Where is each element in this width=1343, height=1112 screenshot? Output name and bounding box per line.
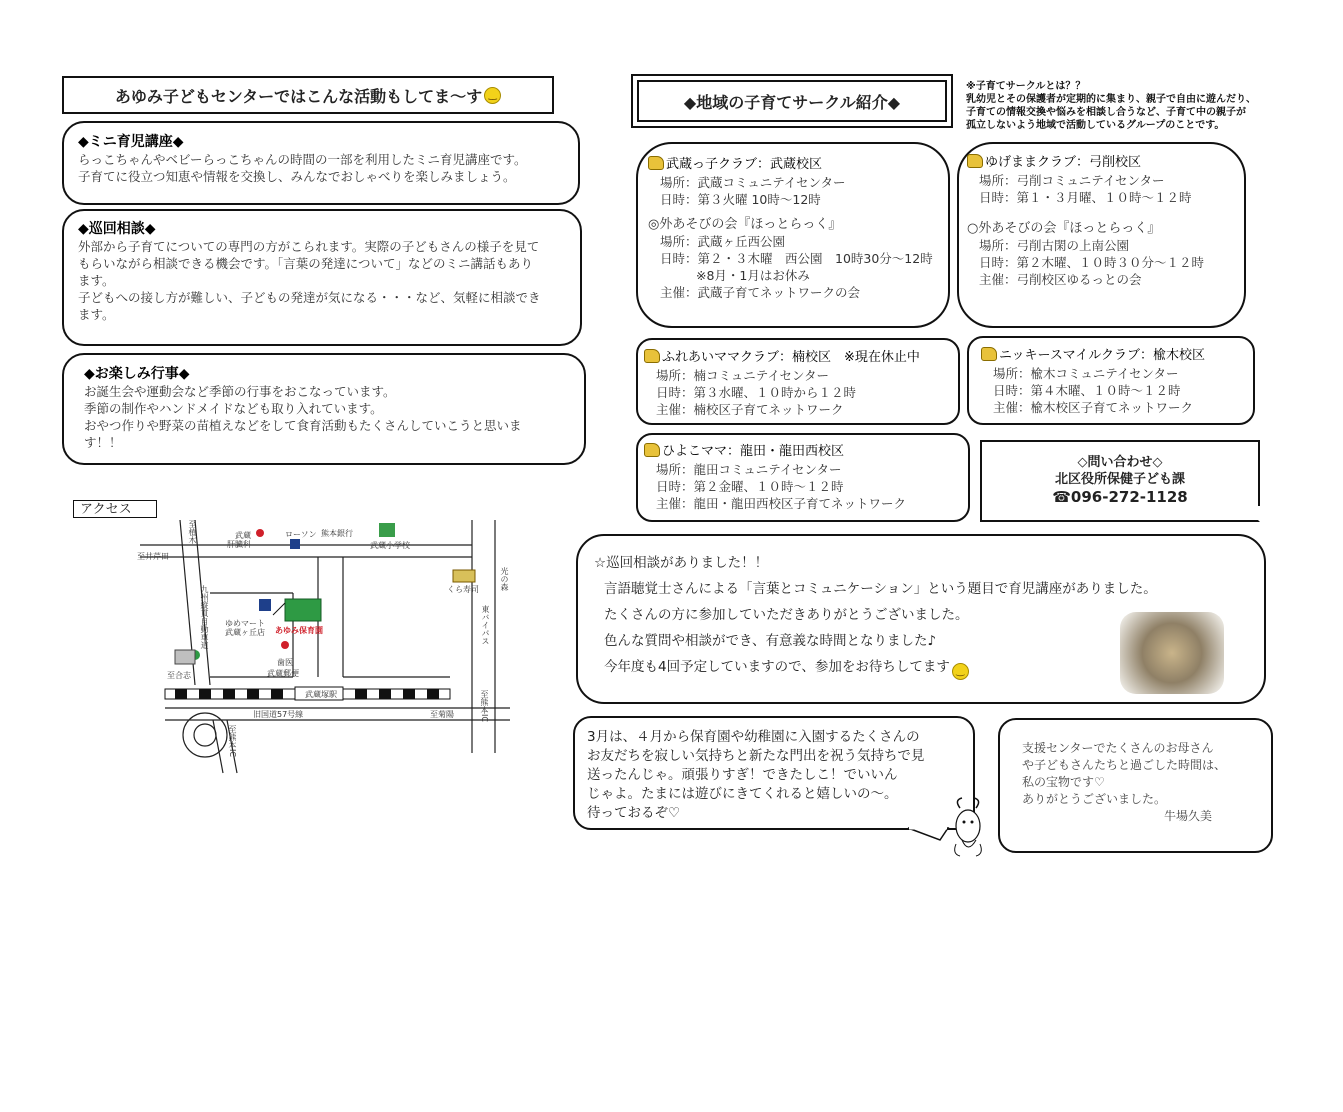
fureai-line: 日時：第３水曜、１０時から１２時 bbox=[656, 385, 857, 400]
hand-icon bbox=[644, 443, 660, 457]
fun-events-box bbox=[62, 353, 586, 465]
map-label: 九州縦貫自動車道 bbox=[200, 585, 209, 649]
contact-page-curl bbox=[1244, 506, 1260, 522]
map-label: 旧国道57号線 bbox=[253, 710, 304, 719]
yuge-sub-line: 場所：弓削古閑の上南公園 bbox=[979, 238, 1130, 253]
hiyoko-title: ひよこママ：龍田・龍田西校区 bbox=[662, 444, 845, 459]
yuge-line: 場所：弓削コミュニテイセンター bbox=[979, 173, 1165, 188]
map-label: 武蔵ヶ丘店 bbox=[225, 628, 265, 637]
map-label: 至菊陽 bbox=[430, 710, 454, 719]
map-label: くら寿司 bbox=[447, 585, 479, 594]
nikki-line: 日時：第４木曜、１０時～１２時 bbox=[993, 383, 1181, 398]
map-label: 武蔵 bbox=[235, 531, 251, 540]
goat-line: お友だちを寂しい気持ちと新たな門出を祝う気持ちで見 bbox=[587, 748, 925, 764]
fureai-line: 主催：楠校区子育てネットワーク bbox=[656, 402, 844, 417]
musashi-sub-line: 主催：武蔵子育てネットワークの会 bbox=[660, 285, 861, 300]
junkai-line: もらいながら相談できる機会です。「言葉の発達について」などのミニ講話もあり bbox=[78, 256, 534, 271]
junkai-line: ます。 bbox=[78, 307, 115, 322]
fureai-circle-box bbox=[636, 338, 960, 425]
nikki-title: ニッキースマイルクラブ：楡木校区 bbox=[999, 348, 1206, 363]
yuge-line: 日時：第１・３月曜、１０時～１２時 bbox=[979, 190, 1192, 205]
smile-icon: ‿ bbox=[484, 87, 501, 104]
hiyoko-line: 日時：第２金曜、１０時～１２時 bbox=[656, 479, 844, 494]
goat-line: 送ったんじゃ。頑張りすぎ！できたしこ！でいいん bbox=[587, 767, 898, 783]
musashi-sub-line: 場所：武蔵ヶ丘西公園 bbox=[660, 234, 786, 249]
map-label: ゆめマート bbox=[225, 619, 265, 628]
hiyoko-line: 主催：龍田・龍田西校区子育てネットワーク bbox=[656, 496, 907, 511]
report-line: 今年度も4回予定していますので、参加をお待ちしてます bbox=[604, 659, 950, 675]
hiyoko-line: 場所：龍田コミュニテイセンター bbox=[656, 462, 842, 477]
thanks-line: 私の宝物です♡ bbox=[1022, 775, 1105, 789]
mini-course-line: 子育てに役立つ知恵や情報を交換し、みんなでおしゃべりを楽しみましょう。 bbox=[78, 169, 516, 184]
contact-phone: ☎096-272-1128 bbox=[1052, 488, 1188, 506]
hand-icon bbox=[967, 154, 983, 168]
nikki-line: 場所：楡木コミュニテイセンター bbox=[993, 366, 1179, 381]
junkai-title: ◆巡回相談◆ bbox=[78, 221, 156, 237]
fureai-line: 場所：楠コミュニテイセンター bbox=[656, 368, 830, 383]
yuge-sub-title: ○外あそびの会『ほっとらっく』 bbox=[967, 221, 1161, 236]
thanks-line: 支援センターでたくさんのお母さん bbox=[1022, 741, 1214, 755]
map-label: 光の森 bbox=[500, 567, 509, 591]
map-label: 至熊本IC bbox=[480, 690, 489, 722]
musashi-line: 場所：武蔵コミュニテイセンター bbox=[660, 175, 846, 190]
circle-header bbox=[637, 80, 947, 122]
report-title: ☆巡回相談がありました！！ bbox=[594, 555, 769, 571]
circle-header-text: ◆地域の子育てサークル紹介◆ bbox=[683, 92, 901, 112]
nikki-line: 主催：楡木校区子育てネットワーク bbox=[993, 400, 1194, 415]
smile-icon: ‿ bbox=[952, 663, 969, 680]
musashi-sub-title: ◎外あそびの会『ほっとらっく』 bbox=[648, 217, 842, 232]
photo-image bbox=[1120, 612, 1224, 694]
nikki-circle-box bbox=[967, 336, 1255, 425]
contact-box bbox=[980, 440, 1260, 522]
map-label: 至熊本IC bbox=[228, 725, 237, 757]
thanks-line: ありがとうございました。 bbox=[1022, 792, 1167, 806]
junkai-line: 外部から子育てについての専門の方がこられます。実際の子どもさんの様子を見て bbox=[78, 239, 540, 254]
yuge-circle-box bbox=[957, 142, 1246, 328]
goat-line: 待っておるぞ♡ bbox=[587, 805, 681, 821]
junkai-line: 子どもへの接し方が難しい、子どもの発達が気になる・・・など、気軽に相談でき bbox=[78, 290, 541, 305]
fun-events-title: ◆お楽しみ行事◆ bbox=[84, 366, 190, 382]
musashi-sub-line: ※8月・1月はお休み bbox=[696, 268, 810, 283]
yuge-sub-line: 日時：第２木曜、１０時３０分～１２時 bbox=[979, 255, 1205, 270]
report-box bbox=[576, 534, 1266, 704]
fun-events-line: おやつ作りや野菜の苗植えなどをして食育活動もたくさんしていこうと思いま bbox=[84, 418, 522, 433]
goat-line: 3月は、４月から保育園や幼稚園に入園するたくさんの bbox=[587, 729, 920, 745]
musashi-sub-line: 日時：第２・３木曜 西公園 10時30分～12時 bbox=[660, 251, 933, 266]
circle-note-line: 子育ての情報交換や悩みを相談し合うなど、子育て中の親子が bbox=[966, 107, 1246, 118]
goat-line: じゃよ。たまには遊びにきてくれると嬉しいの～。 bbox=[587, 786, 898, 802]
circle-note-line: 乳幼児とその保護者が定期的に集まり、親子で自由に遊んだり、 bbox=[966, 94, 1256, 105]
access-label: アクセス bbox=[73, 500, 157, 518]
mini-course-box bbox=[62, 121, 580, 205]
yuge-title: ゆげままクラブ：弓削校区 bbox=[985, 155, 1142, 170]
fureai-title: ふれあいママクラブ：楠校区 ※現在休止中 bbox=[662, 350, 920, 365]
map-label: 武蔵郵便 bbox=[267, 669, 299, 678]
map-label: 至合志 bbox=[167, 671, 191, 680]
hand-icon bbox=[981, 347, 997, 361]
map-label: 武蔵塚駅 bbox=[305, 690, 337, 699]
hiyoko-circle-box bbox=[636, 433, 970, 522]
map-label: あゆみ保育園 bbox=[275, 626, 323, 635]
fun-events-line: す！！ bbox=[84, 435, 122, 450]
map-drawing bbox=[135, 515, 515, 775]
thanks-signature: 牛場久美 bbox=[1164, 809, 1213, 823]
musashi-circle-box bbox=[636, 142, 950, 328]
activities-header bbox=[62, 76, 554, 114]
access-map bbox=[135, 515, 515, 775]
mini-course-title: ◆ミニ育児講座◆ bbox=[78, 134, 184, 150]
report-line: 言語聴覚士さんによる「言葉とコミュニケーション」という題目で育児講座がありました。 bbox=[604, 581, 1157, 597]
fun-events-line: 季節の制作やハンドメイドなども取り入れています。 bbox=[84, 401, 383, 416]
hand-icon bbox=[648, 156, 664, 170]
circle-note-line: 孤立しないよう地域で活動しているグループのことです。 bbox=[966, 120, 1225, 131]
map-label: 武蔵小学校 bbox=[370, 541, 410, 550]
yuge-sub-line: 主催：弓削校区ゆるっとの会 bbox=[979, 272, 1142, 287]
circle-note-line: ※子育てサークルとは？？ bbox=[966, 81, 1086, 92]
report-line: たくさんの方に参加していただきありがとうございました。 bbox=[604, 607, 969, 623]
goat-illustration bbox=[900, 796, 1000, 858]
junkai-box bbox=[62, 209, 582, 346]
musashi-line: 日時：第３火曜 10時～12時 bbox=[660, 192, 821, 207]
contact-title: ◇問い合わせ◇ bbox=[1077, 455, 1163, 470]
map-label: 至植木 bbox=[188, 520, 197, 544]
mini-course-line: らっこちゃんやベビーらっこちゃんの時間の一部を利用したミニ育児講座です。 bbox=[78, 152, 527, 167]
activities-header-text: あゆみ子どもセンターではこんな活動もしてま～す bbox=[114, 86, 483, 106]
report-line: 色んな質問や相談ができ、有意義な時間となりました♪ bbox=[604, 633, 937, 649]
map-label: 肝臓科 bbox=[227, 540, 251, 549]
hand-icon bbox=[644, 349, 660, 363]
junkai-line: ます。 bbox=[78, 273, 115, 288]
fun-events-line: お誕生会や運動会など季節の行事をおこなっています。 bbox=[84, 384, 396, 399]
map-label: ローソン bbox=[285, 530, 317, 539]
musashi-title: 武蔵っ子クラブ：武蔵校区 bbox=[666, 157, 823, 172]
thanks-line: や子どもさんたちと過ごした時間は、 bbox=[1022, 758, 1227, 772]
map-label: 熊本銀行 bbox=[321, 529, 353, 538]
map-label: 至井芹田 bbox=[137, 552, 169, 561]
contact-dept: 北区役所保健子ども課 bbox=[1054, 472, 1185, 487]
circle-note bbox=[966, 80, 1256, 132]
map-label: 歯医 bbox=[277, 658, 293, 667]
thanks-box bbox=[998, 718, 1273, 853]
map-label: 東バイパス bbox=[481, 605, 490, 645]
